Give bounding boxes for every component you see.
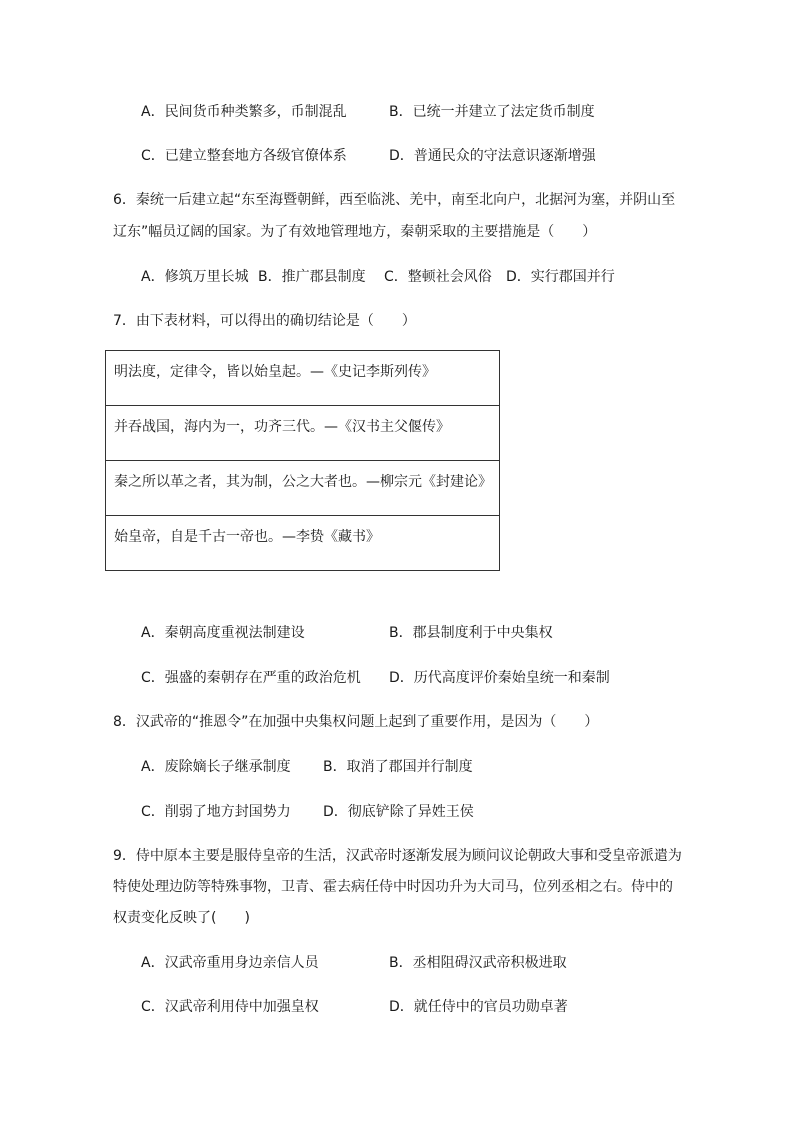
table-cell-text: 始皇帝，自是千古一帝也。—李贽《藏书》 (114, 529, 380, 545)
q7-option-c: C．强盛的秦朝存在严重的政治危机 (141, 670, 361, 686)
q8-option-d: D．彻底铲除了异姓王侯 (323, 804, 474, 820)
q7-stem: 7．由下表材料，可以得出的确切结论是（ ） (113, 313, 416, 329)
q7-option-b: B．郡县制度利于中央集权 (389, 625, 553, 641)
table-cell (106, 351, 500, 406)
q6-option-a: A．修筑万里长城 (141, 269, 249, 285)
q6-option-d: D．实行郡国并行 (506, 269, 615, 285)
table-cell (106, 461, 500, 516)
q8-stem: 8．汉武帝的“推恩令”在加强中央集权问题上起到了重要作用，是因为（ ） (113, 714, 599, 730)
table-row (106, 351, 500, 406)
q9-stem-line2: 特使处理边防等特殊事物，卫青、霍去病任侍中时因功升为大司马，位列丞相之右。侍中的 (113, 879, 673, 895)
q6-option-c: C．整顿社会风俗 (384, 269, 492, 285)
q6-stem-line1: 6．秦统一后建立起“东至海暨朝鲜，西至临洮、羌中，南至北向户，北据河为塞，并阴山至 (113, 192, 676, 208)
q9-option-c: C．汉武帝利用侍中加强皇权 (141, 999, 319, 1015)
q8-option-a: A．废除嫡长子继承制度 (141, 759, 291, 775)
table-cell (106, 406, 500, 461)
q6-option-b: B．推广郡县制度 (258, 269, 366, 285)
q5-option-b: B．已统一并建立了法定货币制度 (389, 104, 595, 120)
q8-option-c: C．削弱了地方封国势力 (141, 804, 291, 820)
q6-stem-line2: 辽东”幅员辽阔的国家。为了有效地管理地方，秦朝采取的主要措施是（ ） (113, 224, 597, 240)
table-cell (106, 516, 500, 571)
q7-option-a: A．秦朝高度重视法制建设 (141, 625, 305, 641)
q5-option-d: D．普通民众的守法意识逐渐增强 (389, 148, 596, 164)
q8-option-b: B．取消了郡国并行制度 (323, 759, 473, 775)
q9-option-d: D．就任侍中的官员功勋卓著 (389, 999, 568, 1015)
q9-stem-line1: 9．侍中原本主要是服侍皇帝的生活，汉武帝时逐渐发展为顾问议论朝政大事和受皇帝派遣为 (113, 848, 682, 864)
q9-option-b: B．丞相阻碍汉武帝积极进取 (389, 955, 567, 971)
q7-material-table (105, 350, 500, 571)
q5-option-c: C．已建立整套地方各级官僚体系 (141, 148, 347, 164)
q7-option-d: D．历代高度评价秦始皇统一和秦制 (389, 670, 610, 686)
q9-option-a: A．汉武帝重用身边亲信人员 (141, 955, 319, 971)
table-row (106, 461, 500, 516)
table-cell-text: 明法度，定律令，皆以始皇起。—《史记李斯列传》 (114, 364, 436, 380)
q5-option-a: A．民间货币种类繁多，币制混乱 (141, 104, 347, 120)
q9-stem-line3: 权责变化反映了( ) (113, 910, 250, 926)
table-cell-text: 并吞战国，海内为一，功齐三代。—《汉书主父偃传》 (114, 419, 450, 435)
table-cell-text: 秦之所以革之者，其为制，公之大者也。—柳宗元《封建论》 (114, 474, 492, 490)
table-row (106, 516, 500, 571)
table-row (106, 406, 500, 461)
